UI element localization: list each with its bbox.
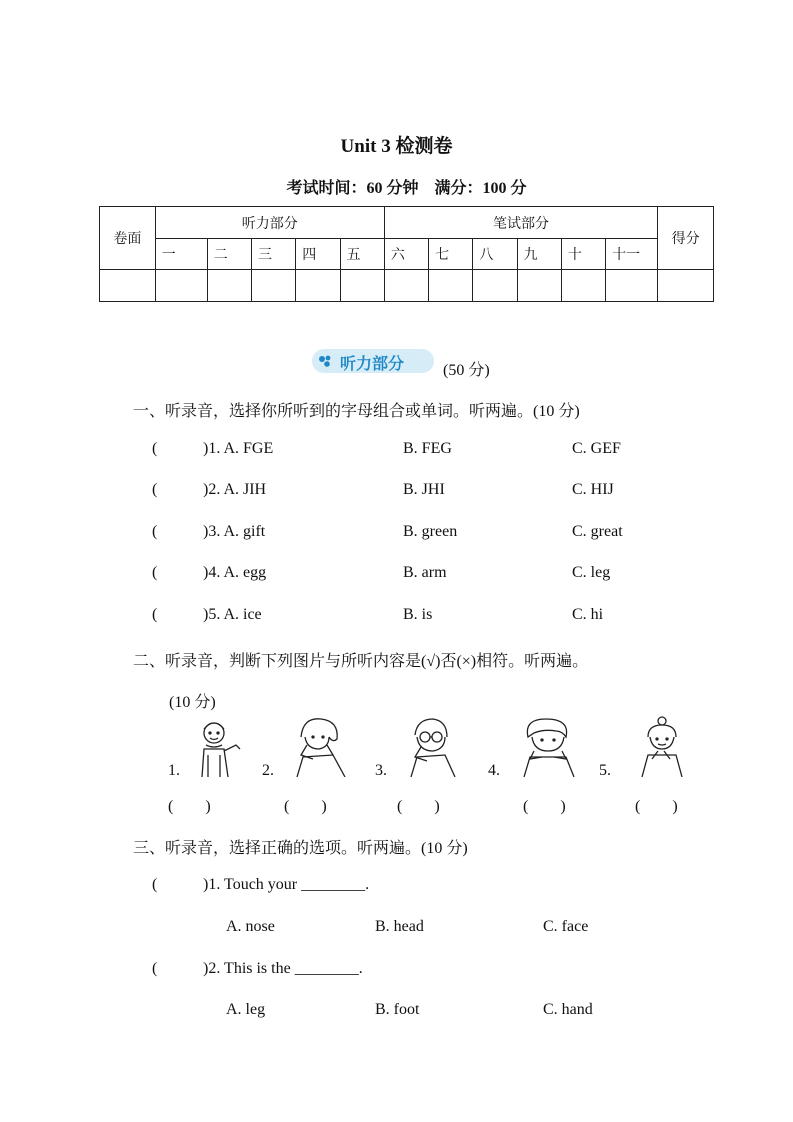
q3-option-a: A. nose bbox=[226, 918, 275, 935]
q1-item-stem: )1. A. FGE bbox=[203, 440, 274, 457]
score-table-part: 十 bbox=[561, 239, 605, 270]
answer-paren[interactable]: ( bbox=[152, 564, 158, 581]
score-cell[interactable] bbox=[340, 270, 384, 302]
score-cell[interactable] bbox=[155, 270, 207, 302]
score-table-part: 五 bbox=[340, 239, 384, 270]
score-cell[interactable] bbox=[561, 270, 605, 302]
q1-option-b: B. green bbox=[403, 523, 458, 540]
score-table-part: 三 bbox=[252, 239, 296, 270]
q2-number: 3. bbox=[375, 762, 387, 779]
score-cell[interactable] bbox=[384, 270, 428, 302]
q3-option-c: C. face bbox=[543, 918, 589, 935]
q2-heading: 二、听录音，判断下列图片与所听内容是(√)否(×)相符。听两遍。 bbox=[133, 653, 589, 670]
score-cell[interactable] bbox=[207, 270, 251, 302]
answer-paren[interactable]: ( ) bbox=[523, 798, 566, 815]
q1-option-c: C. leg bbox=[572, 564, 611, 581]
answer-paren[interactable]: ( bbox=[152, 523, 158, 540]
score-cell[interactable] bbox=[658, 270, 714, 302]
q1-item-stem: )2. A. JIH bbox=[203, 481, 267, 498]
score-table-header-juanmian: 卷面 bbox=[100, 207, 156, 270]
score-table-part: 四 bbox=[296, 239, 340, 270]
score-cell[interactable] bbox=[100, 270, 156, 302]
score-table-part: 二 bbox=[207, 239, 251, 270]
q1-option-c: C. hi bbox=[572, 606, 604, 623]
q1-option-c: C. great bbox=[572, 523, 623, 540]
answer-paren[interactable]: ( bbox=[152, 606, 158, 623]
girl-touching-face-icon bbox=[293, 715, 348, 777]
q2-heading-score: (10 分) bbox=[169, 694, 216, 711]
q1-option-b: B. is bbox=[403, 606, 433, 623]
score-table-header-listening: 听力部分 bbox=[155, 207, 384, 239]
q1-option-b: B. arm bbox=[403, 564, 447, 581]
score-cell[interactable] bbox=[473, 270, 517, 302]
answer-paren[interactable]: ( bbox=[152, 440, 158, 457]
q2-number: 4. bbox=[488, 762, 500, 779]
q3-option-a: A. leg bbox=[226, 1001, 266, 1018]
score-table bbox=[99, 206, 714, 302]
q1-heading: 一、听录音，选择你所听到的字母组合或单词。听两遍。(10 分) bbox=[133, 403, 580, 420]
q3-item-stem: )1. Touch your ________. bbox=[203, 876, 370, 893]
score-table-header-writing: 笔试部分 bbox=[384, 207, 657, 239]
answer-paren[interactable]: ( ) bbox=[168, 798, 211, 815]
q1-option-c: C. GEF bbox=[572, 440, 621, 457]
exam-info: 考试时间：60 分钟 满分：100 分 bbox=[286, 180, 527, 197]
score-cell[interactable] bbox=[252, 270, 296, 302]
girl-ponytail-pointing-icon bbox=[632, 715, 687, 777]
score-table-part: 十一 bbox=[606, 239, 658, 270]
q3-option-c: C. hand bbox=[543, 1001, 593, 1018]
q1-option-b: B. JHI bbox=[403, 481, 445, 498]
score-table-part: 七 bbox=[429, 239, 473, 270]
q1-option-c: C. HIJ bbox=[572, 481, 614, 498]
score-table-part: 六 bbox=[384, 239, 428, 270]
q1-item-stem: )4. A. egg bbox=[203, 564, 267, 581]
score-cell[interactable] bbox=[517, 270, 561, 302]
q3-option-b: B. foot bbox=[375, 1001, 420, 1018]
q2-number: 2. bbox=[262, 762, 274, 779]
q1-option-b: B. FEG bbox=[403, 440, 452, 457]
q3-heading: 三、听录音，选择正确的选项。听两遍。(10 分) bbox=[133, 840, 468, 857]
q1-item-stem: )3. A. gift bbox=[203, 523, 266, 540]
score-table-part: 一 bbox=[155, 239, 207, 270]
boy-pointing-ear-icon bbox=[192, 715, 247, 777]
q3-item-stem: )2. This is the ________. bbox=[203, 960, 363, 977]
section-title: 听力部分 bbox=[340, 354, 405, 373]
score-table-part: 八 bbox=[473, 239, 517, 270]
answer-paren[interactable]: ( bbox=[152, 960, 158, 977]
page-title: Unit 3 检测卷 bbox=[340, 136, 453, 157]
score-table-part: 九 bbox=[517, 239, 561, 270]
answer-paren[interactable]: ( bbox=[152, 876, 158, 893]
dots-icon bbox=[318, 354, 332, 368]
q3-option-b: B. head bbox=[375, 918, 424, 935]
boy-touching-neck-icon bbox=[520, 715, 575, 777]
girl-glasses-touching-face-icon bbox=[405, 715, 460, 777]
q1-item-stem: )5. A. ice bbox=[203, 606, 262, 623]
score-table-header-score: 得分 bbox=[658, 207, 714, 270]
q2-number: 1. bbox=[168, 762, 180, 779]
answer-paren[interactable]: ( bbox=[152, 481, 158, 498]
q2-number: 5. bbox=[599, 762, 611, 779]
score-cell[interactable] bbox=[296, 270, 340, 302]
answer-paren[interactable]: ( ) bbox=[635, 798, 678, 815]
answer-paren[interactable]: ( ) bbox=[397, 798, 440, 815]
section-score: (50 分) bbox=[443, 362, 490, 379]
score-cell[interactable] bbox=[606, 270, 658, 302]
answer-paren[interactable]: ( ) bbox=[284, 798, 327, 815]
score-cell[interactable] bbox=[429, 270, 473, 302]
